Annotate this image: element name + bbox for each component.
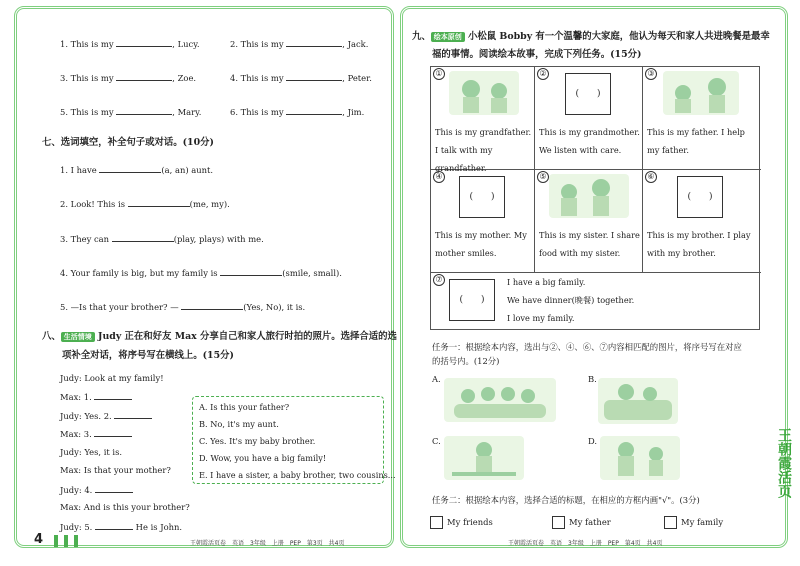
choice-my-friends[interactable]: My friends bbox=[430, 516, 493, 529]
pic-label-a: A. bbox=[432, 374, 441, 384]
dialog-line-8: Max: And is this your brother? bbox=[60, 502, 190, 512]
story-cell-7: ⑦ ( ) I have a big family. We have dinner(晚餐) together. I love my family. bbox=[431, 273, 761, 329]
intro-row-1: 1. This is my , Lucy. bbox=[60, 39, 200, 49]
option-d: D. Wow, you have a big family! bbox=[199, 453, 327, 463]
picture-a bbox=[444, 378, 556, 422]
pic-label-b: B. bbox=[588, 374, 597, 384]
brand-mark: 王朝霞活页 bbox=[776, 428, 792, 498]
option-a: A. Is this your father? bbox=[199, 402, 290, 412]
option-e: E. I have a sister, a baby brother, two cousins... bbox=[199, 470, 396, 480]
picture-d bbox=[600, 436, 680, 480]
answer-box-4[interactable]: ( ) bbox=[459, 176, 505, 218]
story-cell-1: ① This is my grandfather. I talk with my grandfather. bbox=[431, 67, 535, 170]
section7-title: 七、选词填空，补全句子或对话。(10分) bbox=[42, 137, 214, 148]
dialog-line-9: Judy: 5. He is John. bbox=[60, 522, 183, 532]
story-cell-5: ⑤ This is my sister. I share food with my sister. bbox=[535, 170, 643, 273]
answer-box-2[interactable]: ( ) bbox=[565, 73, 611, 115]
dialog-line-5: Judy: Yes, it is. bbox=[60, 447, 123, 457]
father-illustration bbox=[663, 71, 739, 115]
right-footer: 王朝霞活页卷 英语 3年级 上册 PEP 第4页 共4页 bbox=[508, 540, 663, 547]
dialog-line-6: Max: Is that your mother? bbox=[60, 465, 171, 475]
section9-title: 九、 绘本原创 小松鼠 Bobby 有一个温馨的大家庭，他认为每天和家人共进晚餐是最幸 bbox=[412, 31, 770, 42]
checkbox-icon[interactable] bbox=[430, 516, 443, 529]
task2-line: 任务二：根据绘本内容，选择合适的标题，在相应的方框内画"√"。(3分) bbox=[432, 495, 700, 505]
section8-title-2: 项补全对话，将序号写在横线上。(15分) bbox=[62, 350, 234, 361]
pic-label-d: D. bbox=[588, 436, 598, 446]
story-cell-3: ③ This is my father. I help my father. bbox=[643, 67, 761, 170]
option-c: C. Yes. It's my baby brother. bbox=[199, 436, 316, 446]
choice-my-father[interactable]: My father bbox=[552, 516, 611, 529]
intro-row-3b: 6. This is my , Jim. bbox=[230, 107, 365, 117]
dialog-line-1: Judy: Look at my family! bbox=[60, 373, 164, 383]
checkbox-icon[interactable] bbox=[552, 516, 565, 529]
answer-box-7[interactable]: ( ) bbox=[449, 279, 495, 321]
task1-line2: 的括号内。(12分) bbox=[432, 356, 500, 366]
story-cell-4: ④ ( ) This is my mother. My mother smiles. bbox=[431, 170, 535, 273]
dialog-line-2: Max: 1. bbox=[60, 391, 132, 403]
s7-item-2: 2. Look! This is (me, my). bbox=[60, 199, 230, 209]
s7-item-1: 1. I have (a, an) aunt. bbox=[60, 165, 214, 175]
section8-tag: 生活情境 bbox=[61, 332, 95, 342]
answer-box-6[interactable]: ( ) bbox=[677, 176, 723, 218]
section9-tag: 绘本原创 bbox=[431, 32, 465, 42]
dialog-line-3: Judy: Yes. 2. bbox=[60, 410, 152, 422]
intro-row-2b: 4. This is my , Peter. bbox=[230, 73, 372, 83]
intro-row-3: 5. This is my , Mary. bbox=[60, 107, 202, 117]
intro-row-1b: 2. This is my , Jack. bbox=[230, 39, 369, 49]
intro-row-2: 3. This is my , Zoe. bbox=[60, 73, 197, 83]
story-cell-2: ② ( ) This is my grandmother. We listen with care. bbox=[535, 67, 643, 170]
dialog-line-7: Judy: 4. bbox=[60, 484, 133, 496]
story-grid bbox=[430, 66, 760, 330]
section9-title-2: 福的事情。阅读绘本故事，完成下列任务。(15分) bbox=[432, 49, 642, 60]
grandfather-illustration bbox=[449, 71, 519, 115]
section8-title: 八、 生活情境 Judy 正在和好友 Max 分享自己和家人旅行时拍的照片。选择合适的选 bbox=[42, 331, 397, 342]
choice-my-family[interactable]: My family bbox=[664, 516, 723, 529]
story-cell-6: ⑥ ( ) This is my brother. I play with my brother. bbox=[643, 170, 761, 273]
options-box bbox=[192, 396, 396, 484]
pic-label-c: C. bbox=[432, 436, 441, 446]
left-footer: 王朝霞活页卷 英语 3年级 上册 PEP 第3页 共4页 bbox=[190, 540, 345, 547]
task1-line1: 任务一：根据绘本内容，选出与②、④、⑥、⑦内容相匹配的图片，将序号写在对应 bbox=[432, 342, 742, 352]
page-number: 4 bbox=[34, 532, 44, 547]
dialog-line-4: Max: 3. bbox=[60, 428, 132, 440]
picture-b bbox=[598, 378, 678, 424]
sister-illustration bbox=[549, 174, 629, 218]
option-b: B. No, it's my aunt. bbox=[199, 419, 279, 429]
checkbox-icon[interactable] bbox=[664, 516, 677, 529]
s7-item-3: 3. They can (play, plays) with me. bbox=[60, 234, 264, 244]
s7-item-4: 4. Your family is big, but my family is (smile, small). bbox=[60, 268, 342, 278]
picture-c bbox=[444, 436, 524, 480]
decorative-bars bbox=[54, 532, 84, 551]
s7-item-5: 5. —Is that your brother? — (Yes, No), it is. bbox=[60, 302, 306, 312]
